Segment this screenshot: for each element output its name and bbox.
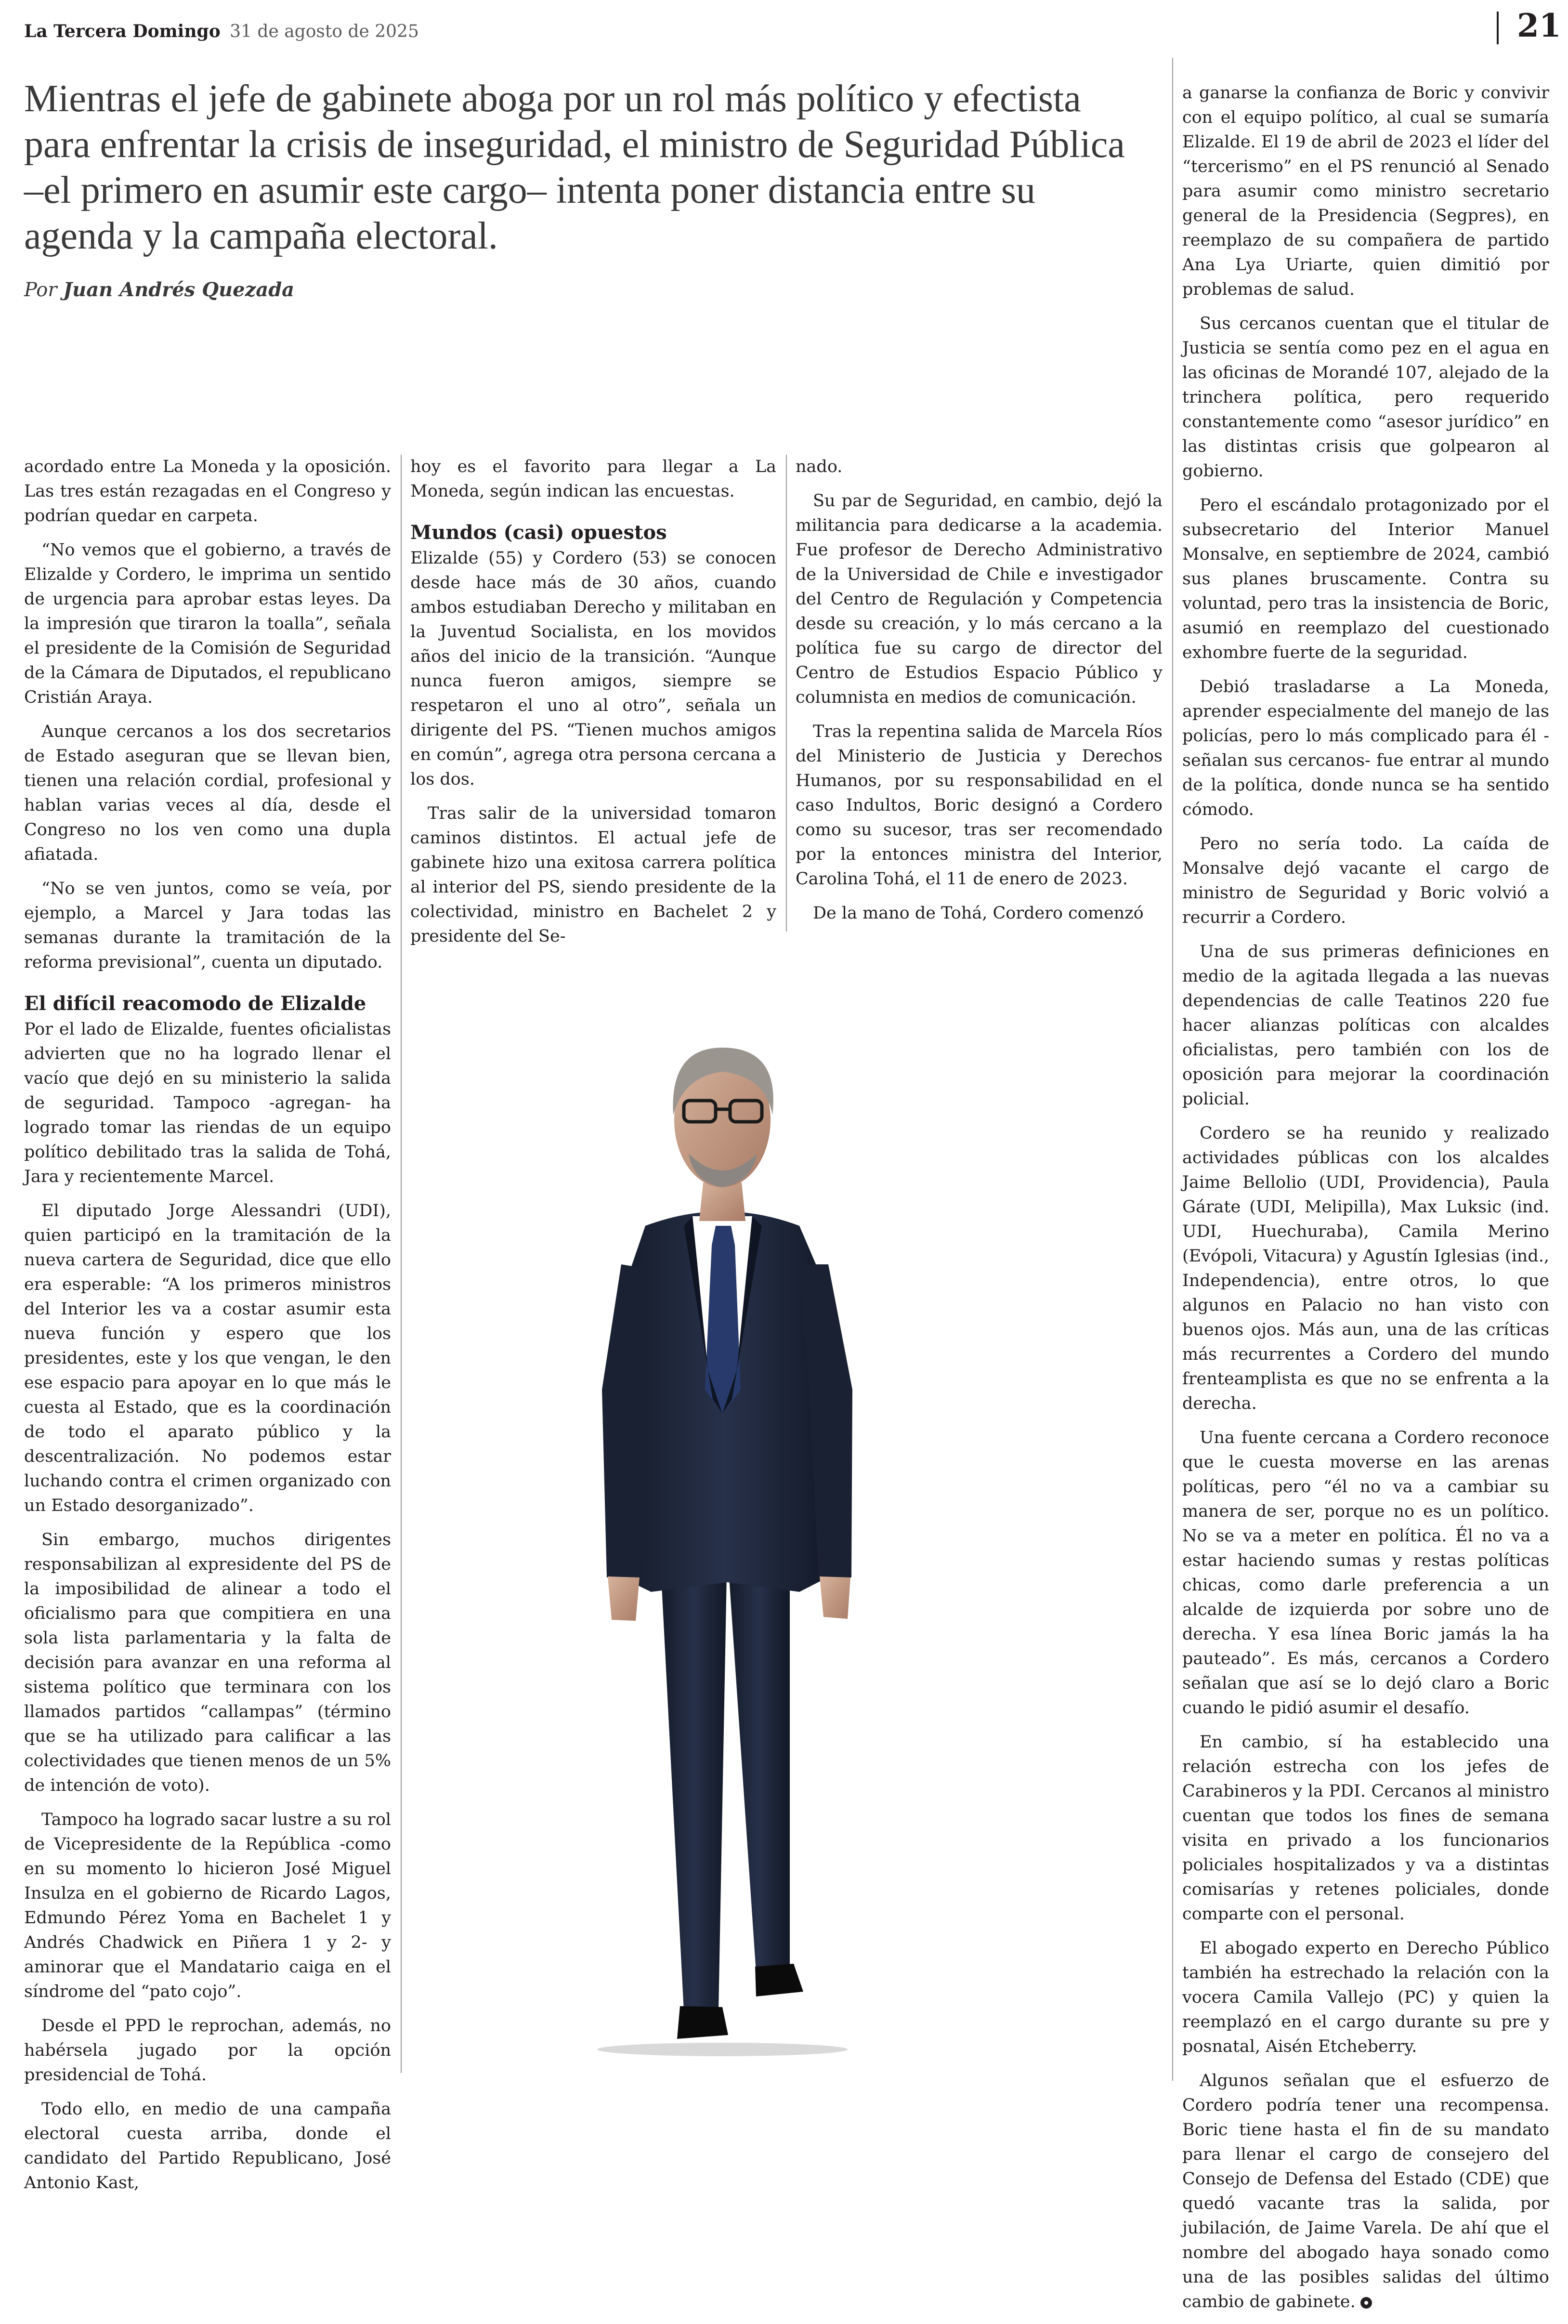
article-column-3 [796,455,1163,935]
paragraph: Pero no sería todo. La caída de Monsalve dejó vacante el cargo de ministro de Seguridad y Boric volvió a recurrir a Cordero. [1182,834,1549,927]
paragraph: Tras la repentina salida de Marcela Ríos del Ministerio de Justicia y Derechos Humanos, por su responsabilidad en el caso Indultos, Boric designó a Cordero como su sucesor, tras ser recomendado por la entonces ministra del Interior, Carolina Tohá, el 11 de enero de 2023. [796,722,1163,889]
trouser-right [727,1549,790,1972]
paragraph: Una de sus primeras definiciones en medio de la agitada llegada a las nuevas dependencias de calle Teatinos 220 fue hacer alianzas políticas con alcaldes oficialistas, pero también con los de oposición para mejorar la coordinación policial. [1182,942,1549,1109]
hand-right [820,1576,850,1619]
column-rule [401,455,402,2073]
paragraph: Debió trasladarse a La Moneda, aprender especialmente del manejo de las policías, pero lo más complicado para él -señalan sus cercanos- fue entrar al mundo de la política, donde nunca se ha sentido cómodo. [1182,677,1549,819]
paragraph: Aunque cercanos a los dos secretarios de Estado aseguran que se llevan bien, tienen una relación cordial, profesional y hablan varias veces al día, desde el Congreso no los ven como una dupla afiatada. [24,722,391,864]
ground-shadow [597,2043,848,2056]
article-column-2 [410,455,776,958]
paragraph: “No se ven juntos, como se veía, por ejemplo, a Marcel y Jara todas las semanas durante la tramitación de la reforma previsional”, cuenta un diputado. [24,879,391,972]
minister-photo [539,956,905,2059]
paragraph: Tampoco ha logrado sacar lustre a su rol de Vicepresidente de la República -como en su momento lo hicieron José Miguel Insulza en el gobierno de Ricardo Lagos, Edmundo Pérez Yoma en Bachelet 1 y Andrés Chadwick en Piñera 1 y 2- y aminorar que el Mandatario caiga en el síndrome del “pato cojo”. [24,1810,391,2001]
column-rule [786,455,787,932]
last-paragraph [1182,2069,1549,2314]
article-deck: Mientras el jefe de gabinete aboga por un rol más político y efectista para enfrentar la crisis de inseguridad, el ministro de Seguridad Pública –el primero en asumir este cargo– intenta poner distancia entre su agenda y la campaña electoral. [24,78,1125,257]
paragraph: Cordero se ha reunido y realizado actividades públicas con los alcaldes Jaime Bellolio (UDI, Providencia), Paula Gárate (UDI, Melipilla), Max Luksic (ind. UDI, Huechuraba), Camila Merino (Evópoli, Vitacura) y Agustín Iglesias (ind., Independencia), entre otros, lo que algunos en Palacio no han visto con buenos ojos. Más aun, una de las críticas más recurrentes a Cordero del mundo frenteamplista es que no se enfrenta a la derecha. [1182,1124,1549,1413]
page-number: 21 [1517,7,1561,44]
paragraph: a ganarse la confianza de Boric y convivir con el equipo político, al cual se sumaría Elizalde. El 19 de abril de 2023 el líder del “tercerismo” en el PS renunció al Senado para asumir como ministro secretario general de la Presidencia (Segpres), en reemplazo de su compañera de partido Ana Lya Uriarte, quien dimitió por problemas de salud. [1182,83,1549,299]
folio-divider [1497,12,1499,44]
end-of-article-icon [1360,2297,1372,2309]
issue-date: 31 de agosto de 2025 [230,22,419,41]
shoe-left [677,2006,728,2039]
byline [24,278,294,301]
hand-left [608,1576,640,1621]
subheading: El difícil reacomodo de Elizalde [24,992,366,1015]
paragraph: Pero el escándalo protagonizado por el subsecretario del Interior Manuel Monsalve, en septiembre de 2024, cambió sus planes bruscamente. Contra su voluntad, pero tras la insistencia de Boric, asumió en reemplazo del cuestionado exhombre fuerte de la seguridad. [1182,496,1549,662]
shoe-right [755,1964,803,1996]
paragraph: Todo ello, en medio de una campaña electoral cuesta arriba, donde el candidato del Partido Republicano, José Antonio Kast, [24,2100,391,2193]
column-rule [1172,58,1173,2081]
paragraph: Por el lado de Elizalde, fuentes oficialistas advierten que no ha logrado llenar el vacío que dejó en su ministerio la salida de seguridad. Tampoco -agregan- ha logrado tomar las riendas de un equipo político debilitado tras la salida de Tohá, Jara y recientemente Marcel. [24,1020,391,1186]
paragraph: El abogado experto en Derecho Público también ha estrechado la relación con la vocera Camila Vallejo (PC) y quien la reemplazó en el cargo durante su pre y posnatal, Aisén Etcheberry. [1182,1939,1549,2056]
paragraph: “No vemos que el gobierno, a través de Elizalde y Cordero, le imprima un sentido de urgencia para aprobar estas leyes. Da la impresión que tiraron la toalla”, señala el presidente de la Comisión de Seguridad de la Cámara de Diputados, el republicano Cristián Araya. [24,540,391,707]
paragraph: El diputado Jorge Alessandri (UDI), quien participó en la tramitación de la nueva cartera de Seguridad, dice que ello era esperable: “A los primeros ministros del Interior les va a costar asumir esta nueva función y espero que los presidentes, este y los que vengan, le den ese espacio para apoyar en lo que más le cuesta al Estado, que es la coordinación de todo el aparato público y la descentralización. No podemos estar luchando contra el crimen organizado con un Estado desorganizado”. [24,1201,391,1515]
article-column-1 [24,455,391,2205]
byline-author: Juan Andrés Quezada [63,278,295,301]
paragraph: Su par de Seguridad, en cambio, dejó la militancia para dedicarse a la academia. Fue profesor de Derecho Administrativo de la Universidad de Chile e investigador del Centro de Regulación y Competencia desde su creación, y lo más cercano a la política fue su cargo de director del Centro de Estudios Espacio Público y columnista en medios de comunicación. [796,491,1163,707]
paragraph: Tras salir de la universidad tomaron caminos distintos. El actual jefe de gabinete hizo una exitosa carrera política al interior del PS, siendo presidente de la colectividad, ministro en Bachelet 2 y presidente del Se- [410,804,776,946]
paragraph: nado. [796,457,843,476]
paragraph: Desde el PPD le reprochan, además, no habérsela jugado por la opción presidencial de Tohá. [24,2016,391,2085]
paragraph: Sin embargo, muchos dirigentes responsabilizan al expresidente del PS de la imposibilidad de alinear a todo el oficialismo para que compitiera en una sola lista parlamentaria y la falta de decisión para avanzar en una reforma al sistema político que terminara con los llamados partidos “callampas” (término que se ha utilizado para calificar a las colectividades que tienen menos de un 5% de intención de voto). [24,1530,391,1795]
trouser-left [660,1549,727,2011]
paragraph: acordado entre La Moneda y la oposición. Las tres están rezagadas en el Congreso y podrían quedar en carpeta. [24,457,391,525]
paragraph: Elizalde (55) y Cordero (53) se conocen desde hace más de 30 años, cuando ambos estudiaban Derecho y militaban en la Juventud Socialista, en los movidos años del inicio de la transición. “Aunque nunca fueron amigos, siempre se respetaron el uno al otro”, señala un dirigente del PS. “Tienen muchos amigos en común”, agrega otra persona cercana a los dos. [410,549,776,789]
paragraph: Una fuente cercana a Cordero reconoce que le cuesta moverse en las arenas políticas, pero “él no va a cambiar su manera de ser, porque no es un político. No se va a meter en política. Él no va a estar haciendo sumas y restas políticas chicas, como darle preferencia a un alcalde de izquierda por sobre uno de derecha. Y esa línea Boric jamás la ha pauteado”. Es más, cercanos a Cordero señalan que así se lo dejó claro a Boric cuando le pidió asumir el desafío. [1182,1428,1549,1718]
paragraph: Sus cercanos cuentan que el titular de Justicia se sentía como pez en el agua en las oficinas de Morandé 107, alejado de la trinchera política, pero requerido constantemente como “asesor jurídico” en las distintas crisis que golpearon al gobierno. [1182,314,1549,481]
paragraph: hoy es el favorito para llegar a La Moneda, según indican las encuestas. [410,457,776,501]
subheading: Mundos (casi) opuestos [410,521,667,544]
paragraph-text: Algunos señalan que el esfuerzo de Cordero podría tener una recompensa. Boric tiene hasta el fin de su mandato para llenar el cargo de consejero del Consejo de Defensa del Estado (CDE) que quedó vacante tras la salida, por jubilación, de Jaime Varela. De ahí que el nombre del abogado haya sonado como una de las posibles salidas del último cambio de gabinete. [1182,2071,1549,2311]
article-column-4 [1182,81,1549,2324]
publication-name: La Tercera Domingo [24,21,221,41]
paragraph: De la mano de Tohá, Cordero comenzó [813,904,1144,923]
paragraph: En cambio, sí ha establecido una relación estrecha con los jefes de Carabineros y la PDI. Cercanos al ministro cuentan que todos los fines de semana visita en privado a los funcionarios policiales hospitalizados y va a distintas comisarías y retenes policiales, donde comparte con el personal. [1182,1733,1549,1924]
byline-prefix: Por [24,279,57,301]
neck [699,1182,745,1221]
folio [24,21,419,41]
